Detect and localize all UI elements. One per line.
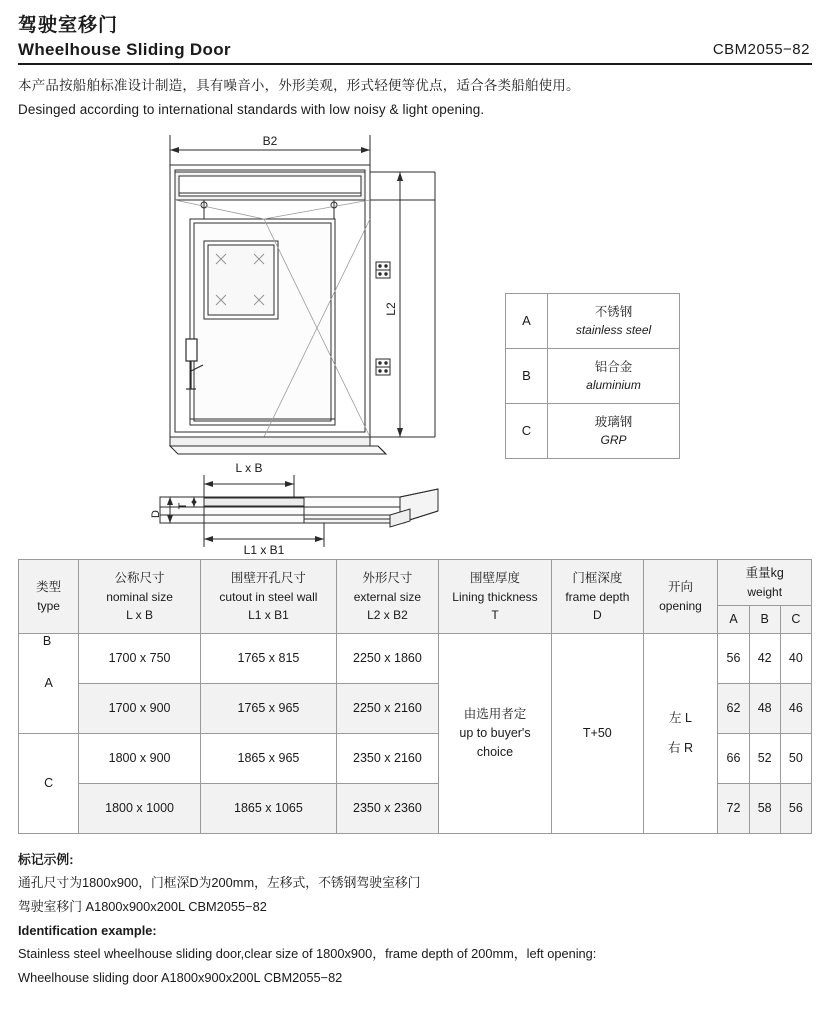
opening-right: 右 R (667, 741, 693, 756)
header-weight-a: A (718, 606, 749, 634)
cell-weight-b: 58 (749, 783, 780, 833)
legend-key: C (506, 404, 548, 459)
header-nominal (79, 560, 201, 634)
cell-cutout: 1865 x 965 (200, 733, 336, 783)
dim-label-l1xb1: L1 x B1 (243, 543, 285, 558)
legend-value (548, 404, 680, 459)
cell-external: 2350 x 2160 (337, 733, 439, 783)
cell-frame-depth: T+50 (552, 633, 643, 833)
header-cutout-en: cutout in steel wall (219, 589, 318, 604)
cell-weight-a: 56 (718, 633, 749, 683)
legend-key: B (506, 349, 548, 404)
cell-external: 2250 x 2160 (337, 683, 439, 733)
header-cutout-cn: 围壁开孔尺寸 (230, 571, 306, 586)
lining-en-2: choice (476, 744, 514, 759)
page-title-cn: 驾驶室移门 (18, 15, 119, 36)
description-en: Desinged according to international standards with low noisy & light opening. (18, 101, 485, 117)
header-weight-en: weight (747, 585, 783, 599)
header-weight (718, 560, 812, 606)
dim-label-b2: B2 (262, 134, 278, 149)
cell-weight-c: 50 (780, 733, 811, 783)
header-cutout-formula: L1 x B1 (248, 607, 289, 622)
cell-cutout: 1765 x 815 (200, 633, 336, 683)
legend-value (548, 349, 680, 404)
legend-value (548, 294, 680, 349)
page-header (18, 14, 812, 65)
cell-lining-thickness (438, 633, 551, 833)
door-drawing-svg (18, 127, 812, 557)
header-nominal-formula: L x B (126, 607, 154, 622)
cell-cutout: 1765 x 965 (200, 683, 336, 733)
header-frame-depth (552, 560, 643, 634)
header-external-formula: L2 x B2 (367, 607, 408, 622)
opening-left: 左 L (669, 710, 692, 725)
note-title-en: Identification example: (18, 922, 157, 938)
legend-row (506, 349, 680, 404)
cell-weight-a: 66 (718, 733, 749, 783)
header-type-cn: 类型 (36, 580, 62, 595)
note-title-cn: 标记示例: (18, 851, 74, 867)
header-opening (643, 560, 718, 634)
header-frame-en: frame depth (565, 589, 630, 604)
lining-en-1: up to buyer's (459, 725, 531, 740)
row-type-a: A (19, 633, 79, 733)
header-frame-formula: D (593, 607, 602, 622)
table-row (19, 633, 812, 683)
cell-weight-a: 62 (718, 683, 749, 733)
header-weight-cn: 重量kg (745, 566, 784, 581)
dim-label-lxb: L x B (235, 461, 263, 476)
header-type-en: type (37, 598, 60, 613)
header-type (19, 560, 79, 634)
legend-value-cn: 不锈钢 (594, 305, 633, 320)
header-weight-b: B (749, 606, 780, 634)
cell-cutout: 1865 x 1065 (200, 783, 336, 833)
identification-notes (18, 848, 812, 990)
cell-nominal: 1800 x 900 (79, 733, 201, 783)
header-weight-c: C (780, 606, 811, 634)
page-title-en: Wheelhouse Sliding Door (18, 39, 231, 59)
lining-cn: 由选用者定 (463, 707, 527, 722)
header-external-cn: 外形尺寸 (362, 571, 413, 586)
header-lining (438, 560, 551, 634)
legend-row (506, 294, 680, 349)
header-external (337, 560, 439, 634)
note-cn-line1: 通孔尺寸为1800x900，门框深D为200mm，左移式，不锈钢驾驶室移门 (18, 875, 421, 891)
cell-weight-b: 48 (749, 683, 780, 733)
header-lining-cn: 围壁厚度 (469, 571, 520, 586)
description-cn: 本产品按船舶标准设计制造，具有噪音小，外形美观，形式轻便等优点，适合各类船舶使用。 (18, 78, 580, 93)
header-frame-cn: 门框深度 (572, 571, 623, 586)
header-lining-en: Lining thickness (452, 589, 538, 604)
table-header-row (19, 560, 812, 606)
dim-label-t: T (177, 502, 189, 510)
legend-value-cn: 玻璃钢 (594, 415, 633, 430)
row-type-c: C (19, 733, 79, 833)
technical-drawing (18, 127, 812, 557)
header-nominal-en: nominal size (106, 589, 173, 604)
cell-weight-a: 72 (718, 783, 749, 833)
legend-value-en: GRP (600, 432, 627, 447)
header-external-en: external size (353, 589, 422, 604)
header-nominal-cn: 公称尺寸 (114, 571, 165, 586)
cell-weight-c: 46 (780, 683, 811, 733)
header-opening-cn: 开向 (667, 580, 693, 595)
cell-nominal: 1800 x 1000 (79, 783, 201, 833)
specification-table (18, 559, 812, 834)
note-cn-line2: 驾驶室移门 A1800x900x200L CBM2055−82 (18, 899, 267, 915)
cell-nominal: 1700 x 750 (79, 633, 201, 683)
cell-nominal: 1700 x 900 (79, 683, 201, 733)
standard-code: CBM2055−82 (712, 41, 810, 58)
header-lining-formula: T (491, 607, 499, 622)
row-type-b: B (42, 633, 52, 648)
legend-value-en: stainless steel (575, 322, 652, 337)
cell-weight-b: 52 (749, 733, 780, 783)
material-legend-table (505, 293, 680, 459)
cell-weight-c: 40 (780, 633, 811, 683)
legend-row (506, 404, 680, 459)
cell-weight-c: 56 (780, 783, 811, 833)
cell-external: 2350 x 2360 (337, 783, 439, 833)
note-en-line1: Stainless steel wheelhouse sliding door,clear size of 1800x900，frame depth of 200mm，left opening: (18, 946, 597, 962)
cell-external: 2250 x 1860 (337, 633, 439, 683)
note-en-line2: Wheelhouse sliding door A1800x900x200L CBM2055−82 (18, 970, 343, 986)
header-opening-en: opening (659, 598, 702, 613)
legend-key: A (506, 294, 548, 349)
cell-opening (643, 633, 718, 833)
dim-label-l2: L2 (384, 302, 398, 316)
legend-value-en: aluminium (586, 377, 641, 392)
dim-label-d: D (150, 510, 162, 519)
legend-value-cn: 铝合金 (594, 360, 633, 375)
cell-weight-b: 42 (749, 633, 780, 683)
header-cutout (200, 560, 336, 634)
product-description (18, 74, 812, 121)
